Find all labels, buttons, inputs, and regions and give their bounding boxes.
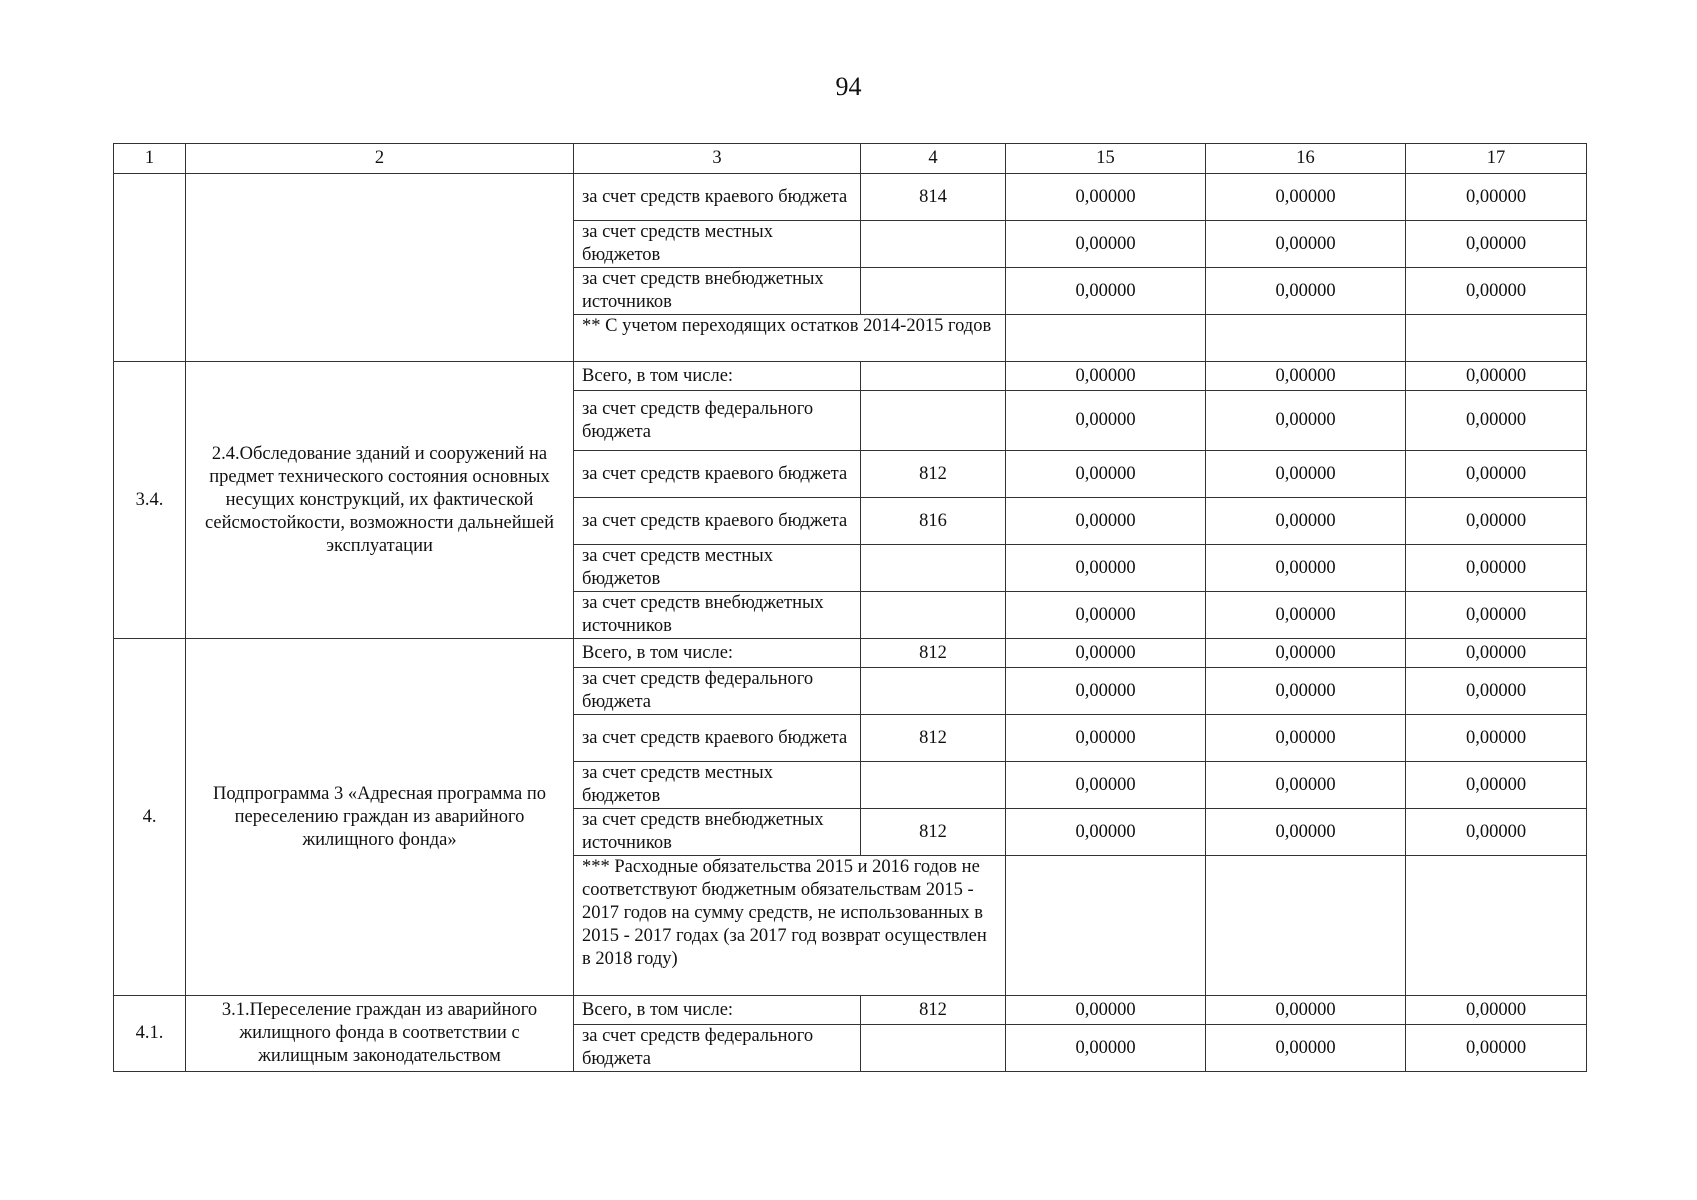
value-17: 0,00000: [1406, 809, 1587, 856]
value-15: 0,00000: [1006, 996, 1206, 1025]
column-header: 4: [861, 144, 1006, 174]
budget-code: 812: [861, 715, 1006, 762]
value-15: 0,00000: [1006, 1025, 1206, 1072]
value-16: 0,00000: [1206, 639, 1406, 668]
funding-source: за счет средств местных бюджетов: [574, 762, 861, 809]
value-17: 0,00000: [1406, 639, 1587, 668]
column-header: 2: [186, 144, 574, 174]
item-number: 3.4.: [114, 362, 186, 639]
value-17: 0,00000: [1406, 592, 1587, 639]
value-15: 0,00000: [1006, 362, 1206, 391]
value-16: 0,00000: [1206, 809, 1406, 856]
footnote-cell: ** С учетом переходящих остатков 2014-2015 годов: [574, 315, 1006, 362]
value-16: 0,00000: [1206, 545, 1406, 592]
value-15: 0,00000: [1006, 498, 1206, 545]
budget-code: 814: [861, 174, 1006, 221]
budget-code: 812: [861, 996, 1006, 1025]
value-16: 0,00000: [1206, 451, 1406, 498]
value-16: 0,00000: [1206, 268, 1406, 315]
item-number: [114, 174, 186, 362]
value-15: 0,00000: [1006, 668, 1206, 715]
value-17: 0,00000: [1406, 1025, 1587, 1072]
value-17: 0,00000: [1406, 268, 1587, 315]
funding-source: за счет средств краевого бюджета: [574, 498, 861, 545]
item-name: 3.1.Переселение граждан из аварийного жилищного фонда в соответствии с жилищным законодательством: [186, 996, 574, 1072]
value-16: 0,00000: [1206, 996, 1406, 1025]
funding-source: за счет средств краевого бюджета: [574, 174, 861, 221]
value-16: 0,00000: [1206, 1025, 1406, 1072]
value-16: 0,00000: [1206, 762, 1406, 809]
budget-code: [861, 362, 1006, 391]
value-16: 0,00000: [1206, 715, 1406, 762]
value-16: 0,00000: [1206, 391, 1406, 451]
value-15: 0,00000: [1006, 451, 1206, 498]
footnote-cell: *** Расходные обязательства 2015 и 2016 годов не соответствуют бюджетным обязательствам 2015 - 2017 годов на сумму средств, не использованных в 2015 - 2017 годах (за 2017 год возврат осуществлен в 2018 году): [574, 856, 1006, 996]
value-16: 0,00000: [1206, 592, 1406, 639]
table-row: [114, 174, 1587, 221]
funding-source: за счет средств федерального бюджета: [574, 668, 861, 715]
funding-source: за счет средств местных бюджетов: [574, 221, 861, 268]
column-number-row: [114, 144, 1587, 174]
value-15: 0,00000: [1006, 545, 1206, 592]
value-17: 0,00000: [1406, 362, 1587, 391]
item-name: [186, 174, 574, 362]
value-15: 0,00000: [1006, 639, 1206, 668]
funding-source: за счет средств внебюджетных источников: [574, 592, 861, 639]
value-17: 0,00000: [1406, 451, 1587, 498]
funding-source: за счет средств краевого бюджета: [574, 451, 861, 498]
value-17: 0,00000: [1406, 715, 1587, 762]
table-row: [114, 996, 1587, 1025]
value-15: 0,00000: [1006, 221, 1206, 268]
budget-code: [861, 391, 1006, 451]
value-15: 0,00000: [1006, 268, 1206, 315]
item-number: 4.1.: [114, 996, 186, 1072]
funding-source: за счет средств краевого бюджета: [574, 715, 861, 762]
value-15: 0,00000: [1006, 809, 1206, 856]
budget-code: 812: [861, 639, 1006, 668]
empty-cell: [1006, 856, 1206, 996]
item-name: 2.4.Обследование зданий и сооружений на предмет технического состояния основных несущих конструкций, их фактической сейсмостойкости, возможности дальнейшей эксплуатации: [186, 362, 574, 639]
value-17: 0,00000: [1406, 545, 1587, 592]
budget-table: [113, 143, 1587, 1072]
budget-code: 812: [861, 809, 1006, 856]
budget-code: 812: [861, 451, 1006, 498]
value-16: 0,00000: [1206, 221, 1406, 268]
funding-source: за счет средств федерального бюджета: [574, 1025, 861, 1072]
value-17: 0,00000: [1406, 668, 1587, 715]
budget-code: 816: [861, 498, 1006, 545]
table-body: [114, 174, 1587, 1072]
funding-source: Всего, в том числе:: [574, 996, 861, 1025]
item-name: Подпрограмма 3 «Адресная программа по переселению граждан из аварийного жилищного фонда»: [186, 639, 574, 996]
value-16: 0,00000: [1206, 174, 1406, 221]
column-header: 15: [1006, 144, 1206, 174]
funding-source: за счет средств местных бюджетов: [574, 545, 861, 592]
value-15: 0,00000: [1006, 762, 1206, 809]
budget-code: [861, 268, 1006, 315]
value-16: 0,00000: [1206, 362, 1406, 391]
empty-cell: [1206, 856, 1406, 996]
table-row: [114, 639, 1587, 668]
budget-code: [861, 221, 1006, 268]
value-15: 0,00000: [1006, 391, 1206, 451]
value-17: 0,00000: [1406, 221, 1587, 268]
funding-source: Всего, в том числе:: [574, 362, 861, 391]
budget-code: [861, 668, 1006, 715]
budget-code: [861, 1025, 1006, 1072]
value-17: 0,00000: [1406, 498, 1587, 545]
funding-source: за счет средств внебюджетных источников: [574, 268, 861, 315]
value-16: 0,00000: [1206, 498, 1406, 545]
value-17: 0,00000: [1406, 174, 1587, 221]
column-header: 3: [574, 144, 861, 174]
value-15: 0,00000: [1006, 592, 1206, 639]
value-15: 0,00000: [1006, 174, 1206, 221]
value-17: 0,00000: [1406, 391, 1587, 451]
value-17: 0,00000: [1406, 996, 1587, 1025]
value-17: 0,00000: [1406, 762, 1587, 809]
item-number: 4.: [114, 639, 186, 996]
empty-cell: [1406, 315, 1587, 362]
page-number: 94: [835, 72, 862, 101]
funding-source: Всего, в том числе:: [574, 639, 861, 668]
table-row: [114, 362, 1587, 391]
column-header: 16: [1206, 144, 1406, 174]
column-header: 17: [1406, 144, 1587, 174]
empty-cell: [1206, 315, 1406, 362]
funding-source: за счет средств федерального бюджета: [574, 391, 861, 451]
empty-cell: [1406, 856, 1587, 996]
value-15: 0,00000: [1006, 715, 1206, 762]
value-16: 0,00000: [1206, 668, 1406, 715]
column-header: 1: [114, 144, 186, 174]
budget-code: [861, 762, 1006, 809]
budget-code: [861, 545, 1006, 592]
empty-cell: [1006, 315, 1206, 362]
funding-source: за счет средств внебюджетных источников: [574, 809, 861, 856]
budget-code: [861, 592, 1006, 639]
